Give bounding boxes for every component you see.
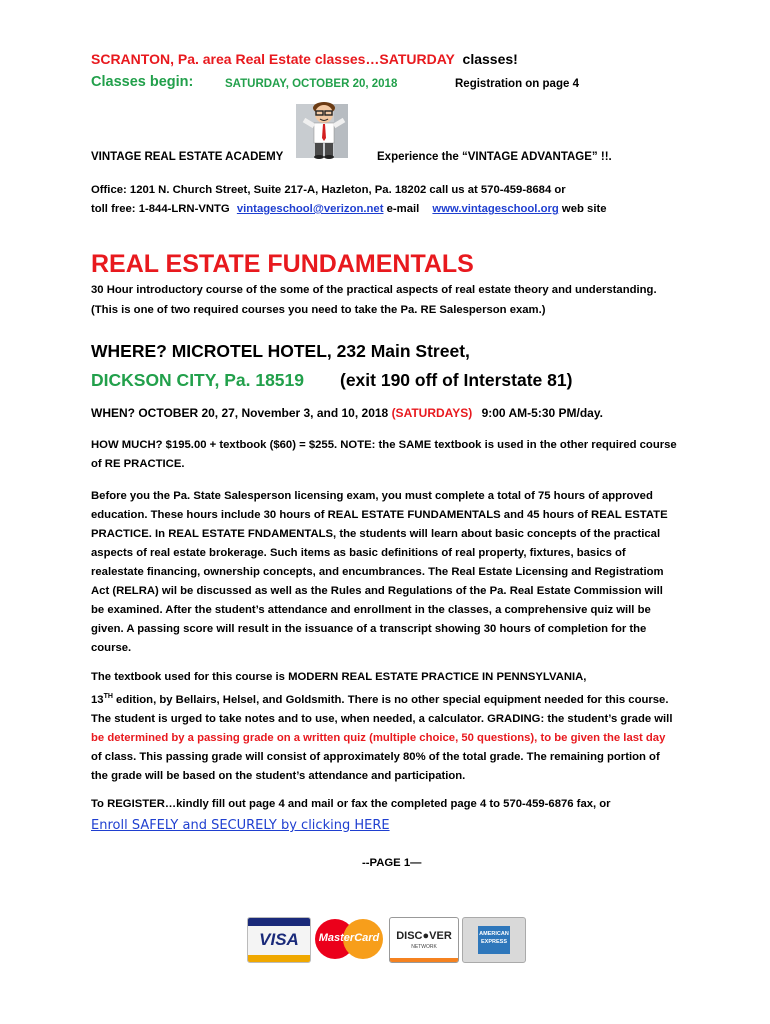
tagline: Experience the “VINTAGE ADVANTAGE” !!. [377,151,612,163]
paragraph-line: be examined. After the student’s attendance and enrollment in the classes, a comprehensive quiz will be [91,604,651,616]
paragraph-line: realestate financing, ownership concepts, and encumbrances. The Real Estate Licensing and Registratiom [91,566,664,578]
website-link[interactable]: www.vintageschool.org [432,203,559,215]
enroll-link[interactable]: Enroll SAFELY and SECURELY by clicking HERE [91,818,390,833]
where-line: WHERE? MICROTEL HOTEL, 232 Main Street, [91,341,470,361]
amex-logo [462,917,526,963]
how-much-line-2: of RE PRACTICE. [91,458,185,470]
when-saturdays: (SATURDAYS) [391,406,473,420]
contact-line [91,203,607,215]
paragraph-line [91,687,691,710]
registration-note: Registration on page 4 [455,78,579,90]
how-much-line-1: HOW MUCH? $195.00 + textbook ($60) = $255. NOTE: the SAME textbook is used in the other required course [91,439,677,451]
paragraph-line: course. [91,642,132,654]
visa-logo [247,917,311,963]
page-label: --PAGE 1— [362,857,422,869]
paragraph-line: of class. This passing grade will consist of approximately 80% of the total grade. The remaining portion of [91,750,660,763]
mastercard-logo-text: MasterCard [318,932,380,944]
where-city: DICKSON CITY, Pa. 18519 [91,370,304,390]
headline [91,51,518,67]
paragraph-line: PRACTICE. In REAL ESTATE FNDAMENTALS, the students will learn about basic concepts of the practical [91,528,661,540]
email-suffix: e-mail [386,203,420,215]
academy-name: VINTAGE REAL ESTATE ACADEMY [91,151,284,163]
office-line: Office: 1201 N. Church Street, Suite 217-A, Hazleton, Pa. 18202 call us at 570-459-8684 or [91,184,566,196]
course-title: REAL ESTATE FUNDAMENTALS [91,250,474,278]
paragraph-line: The student is urged to take notes and to use, when needed, a calculator. GRADING: the student’s grade will [91,712,673,725]
website-suffix: web site [561,203,607,215]
textbook-paragraph [91,668,691,786]
course-intro-2: (This is one of two required courses you need to take the Pa. RE Salesperson exam.) [91,304,546,316]
visa-logo-text: VISA [259,930,299,949]
edition-rest: edition, by Bellairs, Helsel, and Goldsmith. There is no other special equipment needed for this course. [112,693,669,706]
paragraph-line: Before you the Pa. State Salesperson licensing exam, you must complete a total of 75 hours of approved [91,490,653,502]
paragraph-line: given. A passing score will result in the issuance of a transcript showing 30 hours of completion for the [91,623,647,635]
discover-network-text: NETWORK [411,944,437,950]
tollfree: toll free: 1-844-LRN-VNTG [91,203,230,215]
paragraph-line: The textbook used for this course is MODERN REAL ESTATE PRACTICE IN PENNSYLVANIA, [91,671,587,683]
discover-logo-text: DISC●VER [396,930,452,942]
when-time: 9:00 AM-5:30 PM/day. [481,406,603,420]
edition-sup: TH [103,693,113,700]
paragraph-line: aspects of real estate brokerage. Such items as basic definitions of real property, fixtures, basics of [91,547,626,559]
amex-logo-text: AMERICAN EXPRESS [479,931,509,945]
edition-number: 13 [91,693,104,706]
how-much [91,436,691,474]
register-text: To REGISTER…kindly fill out page 4 and mail or fax the completed page 4 to 570-459-6876 fax, or [91,798,611,810]
when-line [91,406,603,420]
when-dates: WHEN? OCTOBER 20, 27, November 3, and 10, 2018 [91,406,389,420]
cartoon-man-image [290,98,360,160]
requirements-paragraph [91,487,691,658]
paragraph-line: Act (RELRA) wil be discussed as well as the Rules and Regulations of the Pa. Real Estate Commission will [91,585,663,597]
headline-red: SCRANTON, Pa. area Real Estate classes…SATURDAY [91,51,455,67]
email-link[interactable]: vintageschool@verizon.net [236,203,384,215]
headline-black: classes! [462,51,518,67]
grading-red-line: be determined by a passing grade on a written quiz (multiple choice, 50 questions), to be given the last day [91,731,666,744]
paragraph-line: the grade will be based on the student’s attendance and participation. [91,769,466,782]
mastercard-logo [313,917,385,961]
where-exit: (exit 190 off of Interstate 81) [340,370,573,390]
discover-logo [389,917,459,963]
classes-begin-date: SATURDAY, OCTOBER 20, 2018 [225,78,398,90]
course-intro-1: 30 Hour introductory course of the some of the practical aspects of real estate theory and understanding. [91,284,657,296]
paragraph-line: education. These hours include 30 hours of REAL ESTATE FUNDAMENTALS and 45 hours of REAL ESTATE [91,509,668,521]
classes-begin-label: Classes begin: [91,74,194,90]
